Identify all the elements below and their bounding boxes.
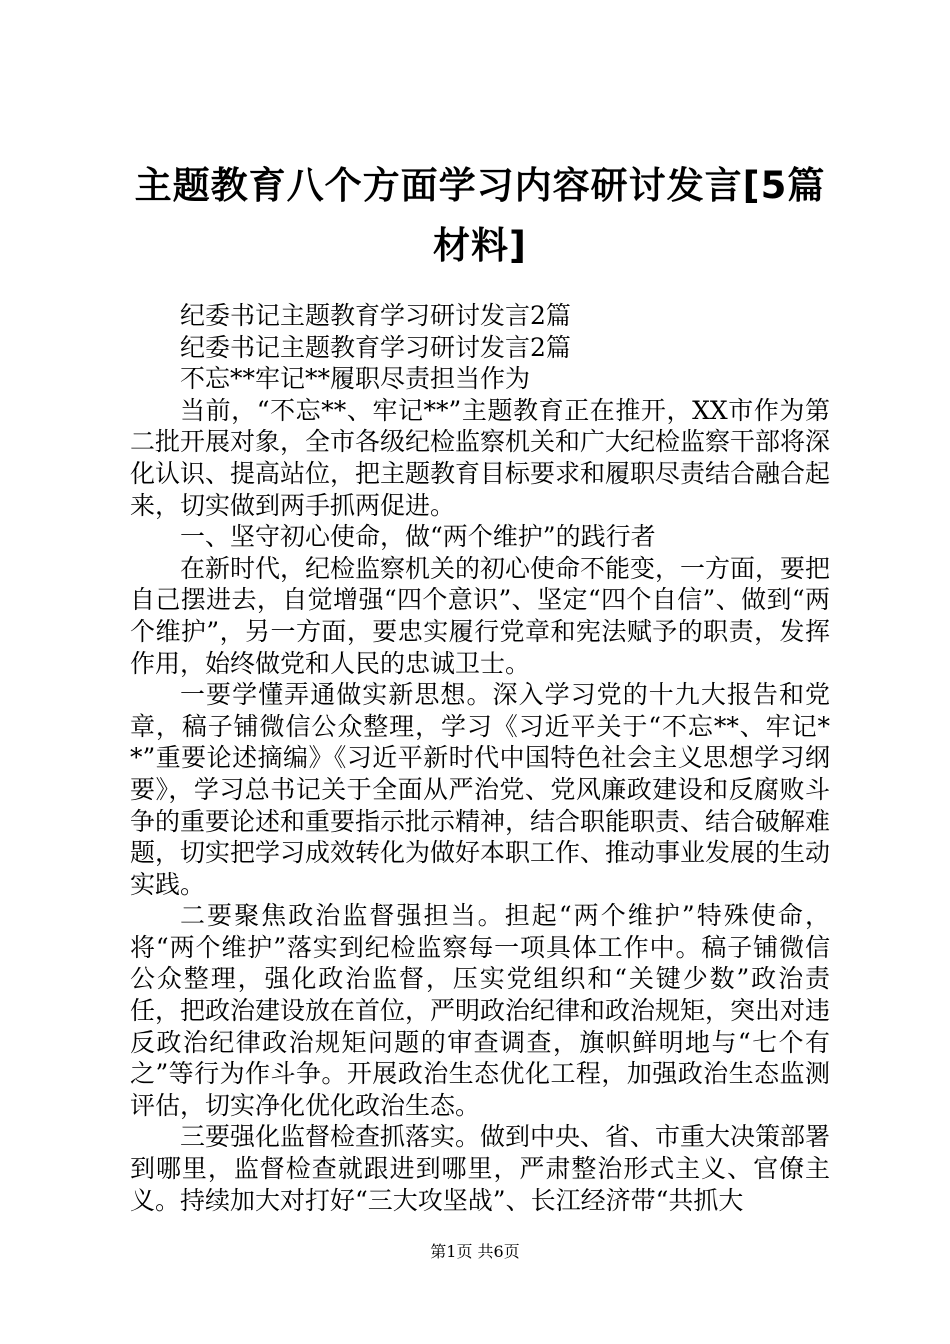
paragraph: 纪委书记主题教育学习研讨发言2篇 — [180, 332, 571, 362]
document-title: 主题教育八个方面学习内容研讨发言[5篇材料] — [134, 164, 826, 267]
page-number-footer: 第1页 共6页 — [430, 1242, 520, 1261]
paragraph: 二要聚焦政治监督强担当。担起“两个维护”特殊使命，将“两个维护”落实到纪检监察每一项具体工作中。稿子铺微信公众整理，强化政治监督，压实党组织和“关键少数”政治责任，把政治建设放在首位，严明政治纪律和政治规矩，突出对违反政治纪律政治规矩问题的审查调查，旗帜鲜明地与“七个有之”等行为作斗争。开展政治生态优化工程，加强政治生态监测评估，切实净化优化政治生态。 — [130, 901, 831, 1120]
paragraph: 在新时代，纪检监察机关的初心使命不能变，一方面，要把自己摆进去，自觉增强“四个意识”、坚定“四个自信”、做到“两个维护”，另一方面，要忠实履行党章和宪法赋予的职责，发挥作用，始终做党和人民的忠诚卫士。 — [130, 553, 831, 678]
section-heading: 一、坚守初心使命，做“两个维护”的践行者 — [180, 522, 656, 552]
paragraph: 纪委书记主题教育学习研讨发言2篇 — [180, 301, 571, 330]
paragraph: 当前，“不忘**、牢记**”主题教育正在推开，XX市作为第二批开展对象，全市各级纪检监察机关和广大纪检监察干部将深化认识、提高站位，把主题教育目标要求和履职尽责结合融合起来，切实做到两手抓两促进。 — [130, 395, 831, 520]
paragraph: 不忘**牢记**履职尽责担当作为 — [180, 364, 531, 394]
paragraph: 三要强化监督检查抓落实。做到中央、省、市重大决策部署到哪里，监督检查就跟进到哪里，严肃整治形式主义、官僚主义。持续加大对打好“三大攻坚战”、长江经济带“共抓大 — [130, 1122, 831, 1215]
document-body — [130, 300, 830, 1216]
paragraph: 一要学懂弄通做实新思想。深入学习党的十九大报告和党章，稿子铺微信公众整理，学习《习近平关于“不忘**、牢记**”重要论述摘编》《习近平新时代中国特色社会主义思想学习纲要》，学习总书记关于全面从严治党、党风廉政建设和反腐败斗争的重要论述和重要指示批示精神，结合职能职责、结合破解难题，切实把学习成效转化为做好本职工作、推动事业发展的生动实践。 — [130, 680, 831, 899]
